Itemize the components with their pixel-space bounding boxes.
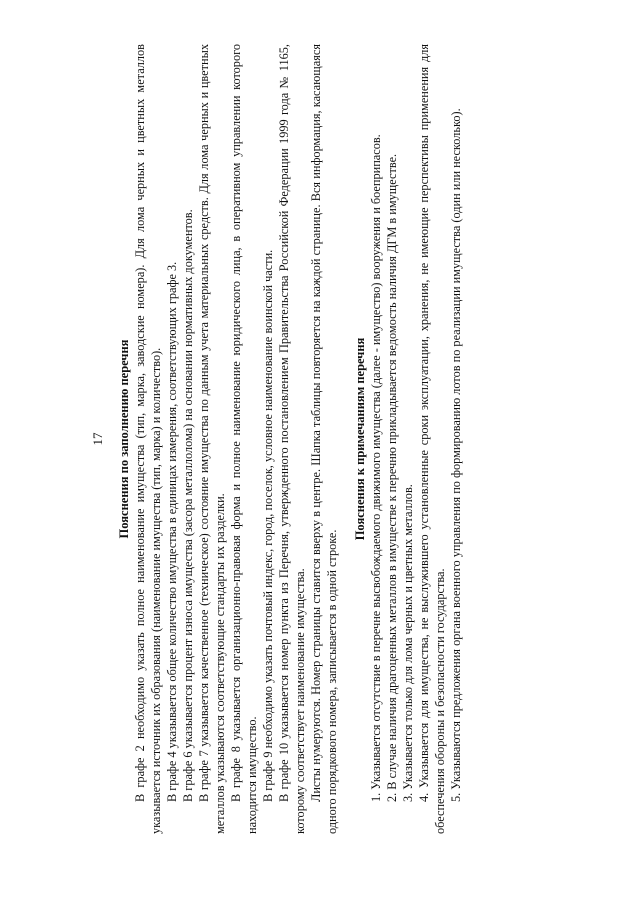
- paragraph-column-10: В графе 10 указывается номер пункта из Перечня, утвержденного постановлением Правительства Российской Федерации 1999 года № 1165, которому соответствует наименование имущества.: [277, 44, 307, 834]
- paragraph-column-7: В графе 7 указывается качественное (техническое) состояние имущества по данным учета материальных средств. Для лома черных и цветных металлов указываются соответствующие стандарты их разделки.: [197, 44, 227, 834]
- paragraph-sheets-numbering: Листы нумеруются. Номер страницы ставится вверху в центре. Шапка таблицы повторяется на каждой странице. Вся информация, касающаяся одного порядкового номера, записывается в одной строке.: [309, 44, 339, 834]
- note-5: 5. Указываются предложения органа военного управления по формированию лотов по реализации имущества (один или несколько).: [449, 108, 463, 802]
- paragraph-column-2: В графе 2 необходимо указать полное наименование имущества (тип, марка, заводские номера). Для лома черных и цветных металлов указывается источник их образования (наименование имущества (тип, марка) и количество).: [133, 44, 163, 834]
- note-3: 3. Указывается только для лома черных и цветных металлов.: [401, 484, 415, 802]
- paragraph-column-9: В графе 9 необходимо указать почтовый индекс, город, поселок, условное наименование воинской части.: [261, 249, 275, 802]
- section-title-notes-explanations: Пояснения к примечаниям перечня: [353, 337, 367, 541]
- note-2: 2. В случае наличия драгоценных металлов в имуществе к перечню прикладывается ведомость наличия ДГМ в имуществе.: [385, 153, 399, 802]
- rotated-content: [84, 44, 544, 834]
- note-1: 1. Указывается отсутствие в перечне высвобождаемого движимого имущества (далее - имущество) вооружения и боеприпасов.: [369, 134, 383, 802]
- note-4: 4. Указывается для имущества, не выслужившего установленные сроки эксплуатации, хранения, не имеющие перспективы применения для обеспечения обороны и безопасности государства.: [417, 44, 447, 834]
- paragraph-column-4: В графе 4 указывается общее количество имущества в единицах измерения, соответствующих графе 3.: [165, 261, 179, 802]
- section-title-filling-instructions: Пояснения по заполнению перечня: [117, 339, 131, 539]
- paragraph-column-6: В графе 6 указывается процент износа имущества (засора металлолома) на основании нормативных документов.: [181, 209, 195, 802]
- paragraph-column-8: В графе 8 указывается организационно-правовая форма и полное наименование юридического лица, в оперативном управлении которого находится имущество.: [229, 44, 259, 834]
- page-number: 17: [90, 432, 105, 446]
